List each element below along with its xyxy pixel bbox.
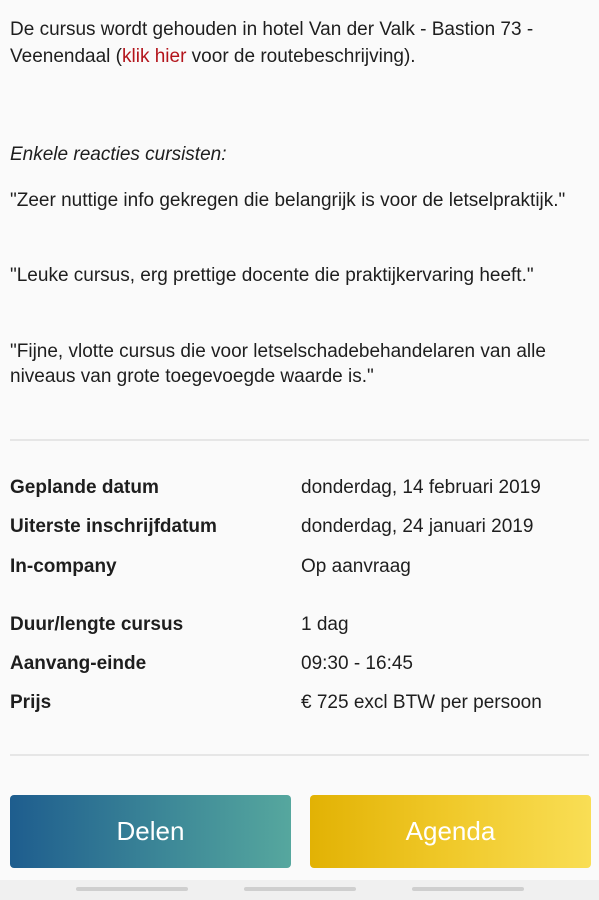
section-divider <box>10 439 589 441</box>
detail-label: Duur/lengte cursus <box>10 614 184 635</box>
detail-value: Op aanvraag <box>301 556 411 577</box>
nav-handle-right <box>412 887 524 891</box>
detail-row-start-end <box>10 649 589 679</box>
detail-row-registration-deadline <box>10 512 589 542</box>
detail-label: Aanvang-einde <box>10 653 147 674</box>
nav-handle-left <box>76 887 188 891</box>
review-quote: "Leuke cursus, erg prettige docente die praktijkervaring heeft." <box>10 265 534 286</box>
detail-value: donderdag, 24 januari 2019 <box>301 516 534 537</box>
course-location-text <box>10 16 589 70</box>
share-button[interactable]: Delen <box>10 795 291 868</box>
detail-label: In-company <box>10 556 117 577</box>
detail-value: donderdag, 14 februari 2019 <box>301 477 541 498</box>
detail-row-price <box>10 688 589 718</box>
location-text-after: voor de routebeschrijving). <box>186 46 416 67</box>
nav-handle-center <box>244 887 356 891</box>
reviews-heading: Enkele reacties cursisten: <box>10 144 227 165</box>
section-divider <box>10 754 589 756</box>
detail-row-planned-date <box>10 473 589 503</box>
location-text-before: De cursus wordt gehouden in hotel Van der Valk - Bastion 73 - Veenendaal ( <box>10 19 534 67</box>
review-quote: "Zeer nuttige info gekregen die belangrijk is voor de letselpraktijk." <box>10 190 566 211</box>
detail-value: 1 dag <box>301 614 349 635</box>
agenda-button[interactable]: Agenda <box>310 795 591 868</box>
detail-row-duration <box>10 610 589 640</box>
detail-label: Prijs <box>10 692 52 713</box>
detail-value: € 725 excl BTW per persoon <box>301 692 542 713</box>
review-quote: "Fijne, vlotte cursus die voor letselschadebehandelaren van alle niveaus van grote toegevoegde waarde is." <box>10 341 546 387</box>
detail-label: Geplande datum <box>10 477 159 498</box>
detail-row-in-company <box>10 552 589 582</box>
route-description-link[interactable]: klik hier <box>122 46 187 67</box>
detail-label: Uiterste inschrijfdatum <box>10 516 217 537</box>
detail-value: 09:30 - 16:45 <box>301 653 413 674</box>
